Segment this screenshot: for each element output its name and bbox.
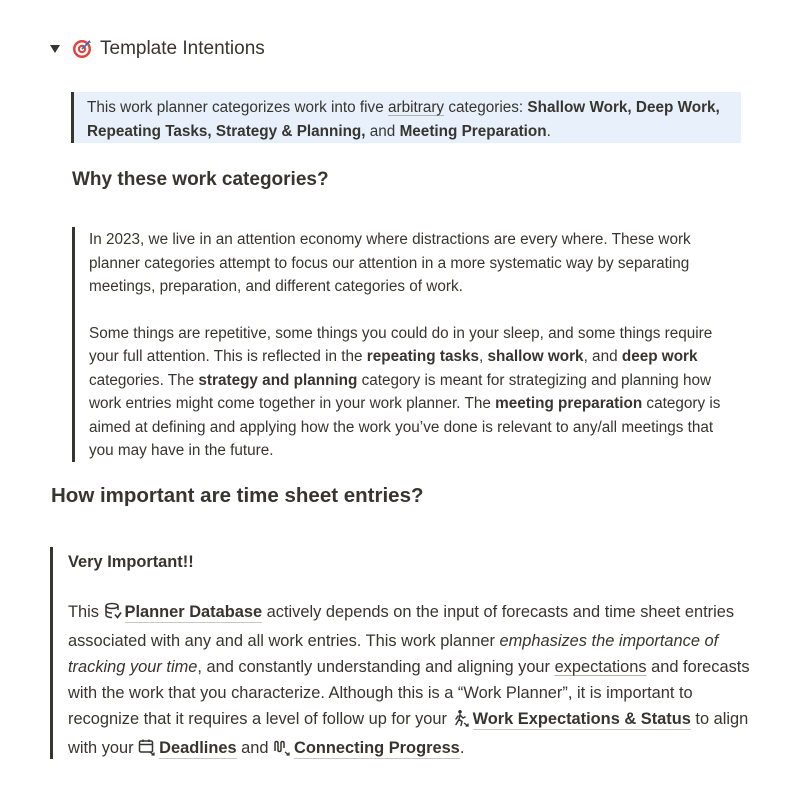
quote-paragraph (89, 322, 732, 463)
very-important-text: Very Important!! (68, 553, 194, 571)
walking-person-icon (452, 709, 470, 735)
callout-text: and (365, 123, 400, 140)
very-important-label (68, 549, 760, 575)
category-list: Meeting Preparation (399, 123, 547, 140)
quote-text: , and constantly understanding and aligning your (197, 658, 555, 676)
quote-text: Some things are repetitive, some things you could do in your sleep, and some things require your full attention. This is reflected in the (89, 324, 713, 365)
quote-text: categories. The (89, 371, 199, 389)
toggle-arrow-icon[interactable] (50, 45, 60, 53)
quote-text: , (479, 348, 488, 365)
arbitrary-link[interactable]: arbitrary (387, 99, 445, 116)
categories-quote (72, 227, 732, 462)
toggle-title: Template Intentions (100, 38, 265, 59)
timesheet-quote (50, 547, 760, 759)
quote-text: and (236, 739, 274, 757)
quote-text: and forecasts with the work that you characterize. Although this is a “Work Planner”, it is important to recognize that it requires a level of follow up for your (68, 658, 750, 728)
connecting-progress-link[interactable]: Connecting Progress (294, 739, 460, 757)
quote-text: category is aimed at defining and applying how the work you’ve done is relevant to any/all meetings that you may have in the future. (89, 395, 721, 459)
planner-database-link[interactable]: Planner Database (124, 603, 263, 621)
quote-paragraph (68, 599, 760, 764)
quote-text: to align with your (68, 710, 749, 757)
category-list: Repeating Tasks, Strategy & Planning, (87, 123, 366, 140)
calendar-arrow-icon (138, 738, 156, 764)
quote-text: actively depends on the input of forecasts and time sheet entries associated with any and all work entries. This work planner (68, 603, 735, 650)
section-heading-timesheets: How important are time sheet entries? (51, 484, 424, 507)
expectations-link[interactable]: expectations (554, 658, 647, 676)
quote-text: . (459, 739, 465, 757)
bold-term: strategy and planning (198, 371, 358, 389)
callout-text: . (546, 123, 551, 140)
work-expectations-link[interactable]: Work Expectations & Status (472, 710, 691, 728)
quote-text: This (68, 603, 104, 621)
intro-callout (71, 92, 741, 143)
deadlines-link[interactable]: Deadlines (159, 739, 237, 757)
bold-term: shallow work (487, 348, 584, 365)
toggle-block[interactable] (50, 34, 265, 64)
callout-text: categories: (444, 99, 528, 116)
quote-text: category is meant for strategizing and planning how work entries might come together in your work planner. The (89, 371, 712, 412)
target-icon (72, 39, 92, 59)
callout-text: This work planner categorizes work into five (87, 99, 388, 116)
squiggle-arrow-icon (273, 738, 291, 764)
quote-text: , and (583, 348, 622, 365)
bold-term: meeting preparation (495, 395, 643, 412)
bold-term: deep work (621, 348, 698, 365)
emphasis-text: emphasizes the importance of tracking your time (68, 632, 719, 676)
database-icon (104, 602, 122, 628)
quote-paragraph: In 2023, we live in an attention economy where distractions are every where. These work planner categories attempt to focus our attention in a more systematic way by separating meetings, preparation, and different categories of work. (89, 231, 691, 295)
bold-term: repeating tasks (366, 348, 479, 365)
section-heading-categories: Why these work categories? (72, 169, 329, 190)
category-list: Shallow Work, Deep Work, (527, 99, 720, 116)
